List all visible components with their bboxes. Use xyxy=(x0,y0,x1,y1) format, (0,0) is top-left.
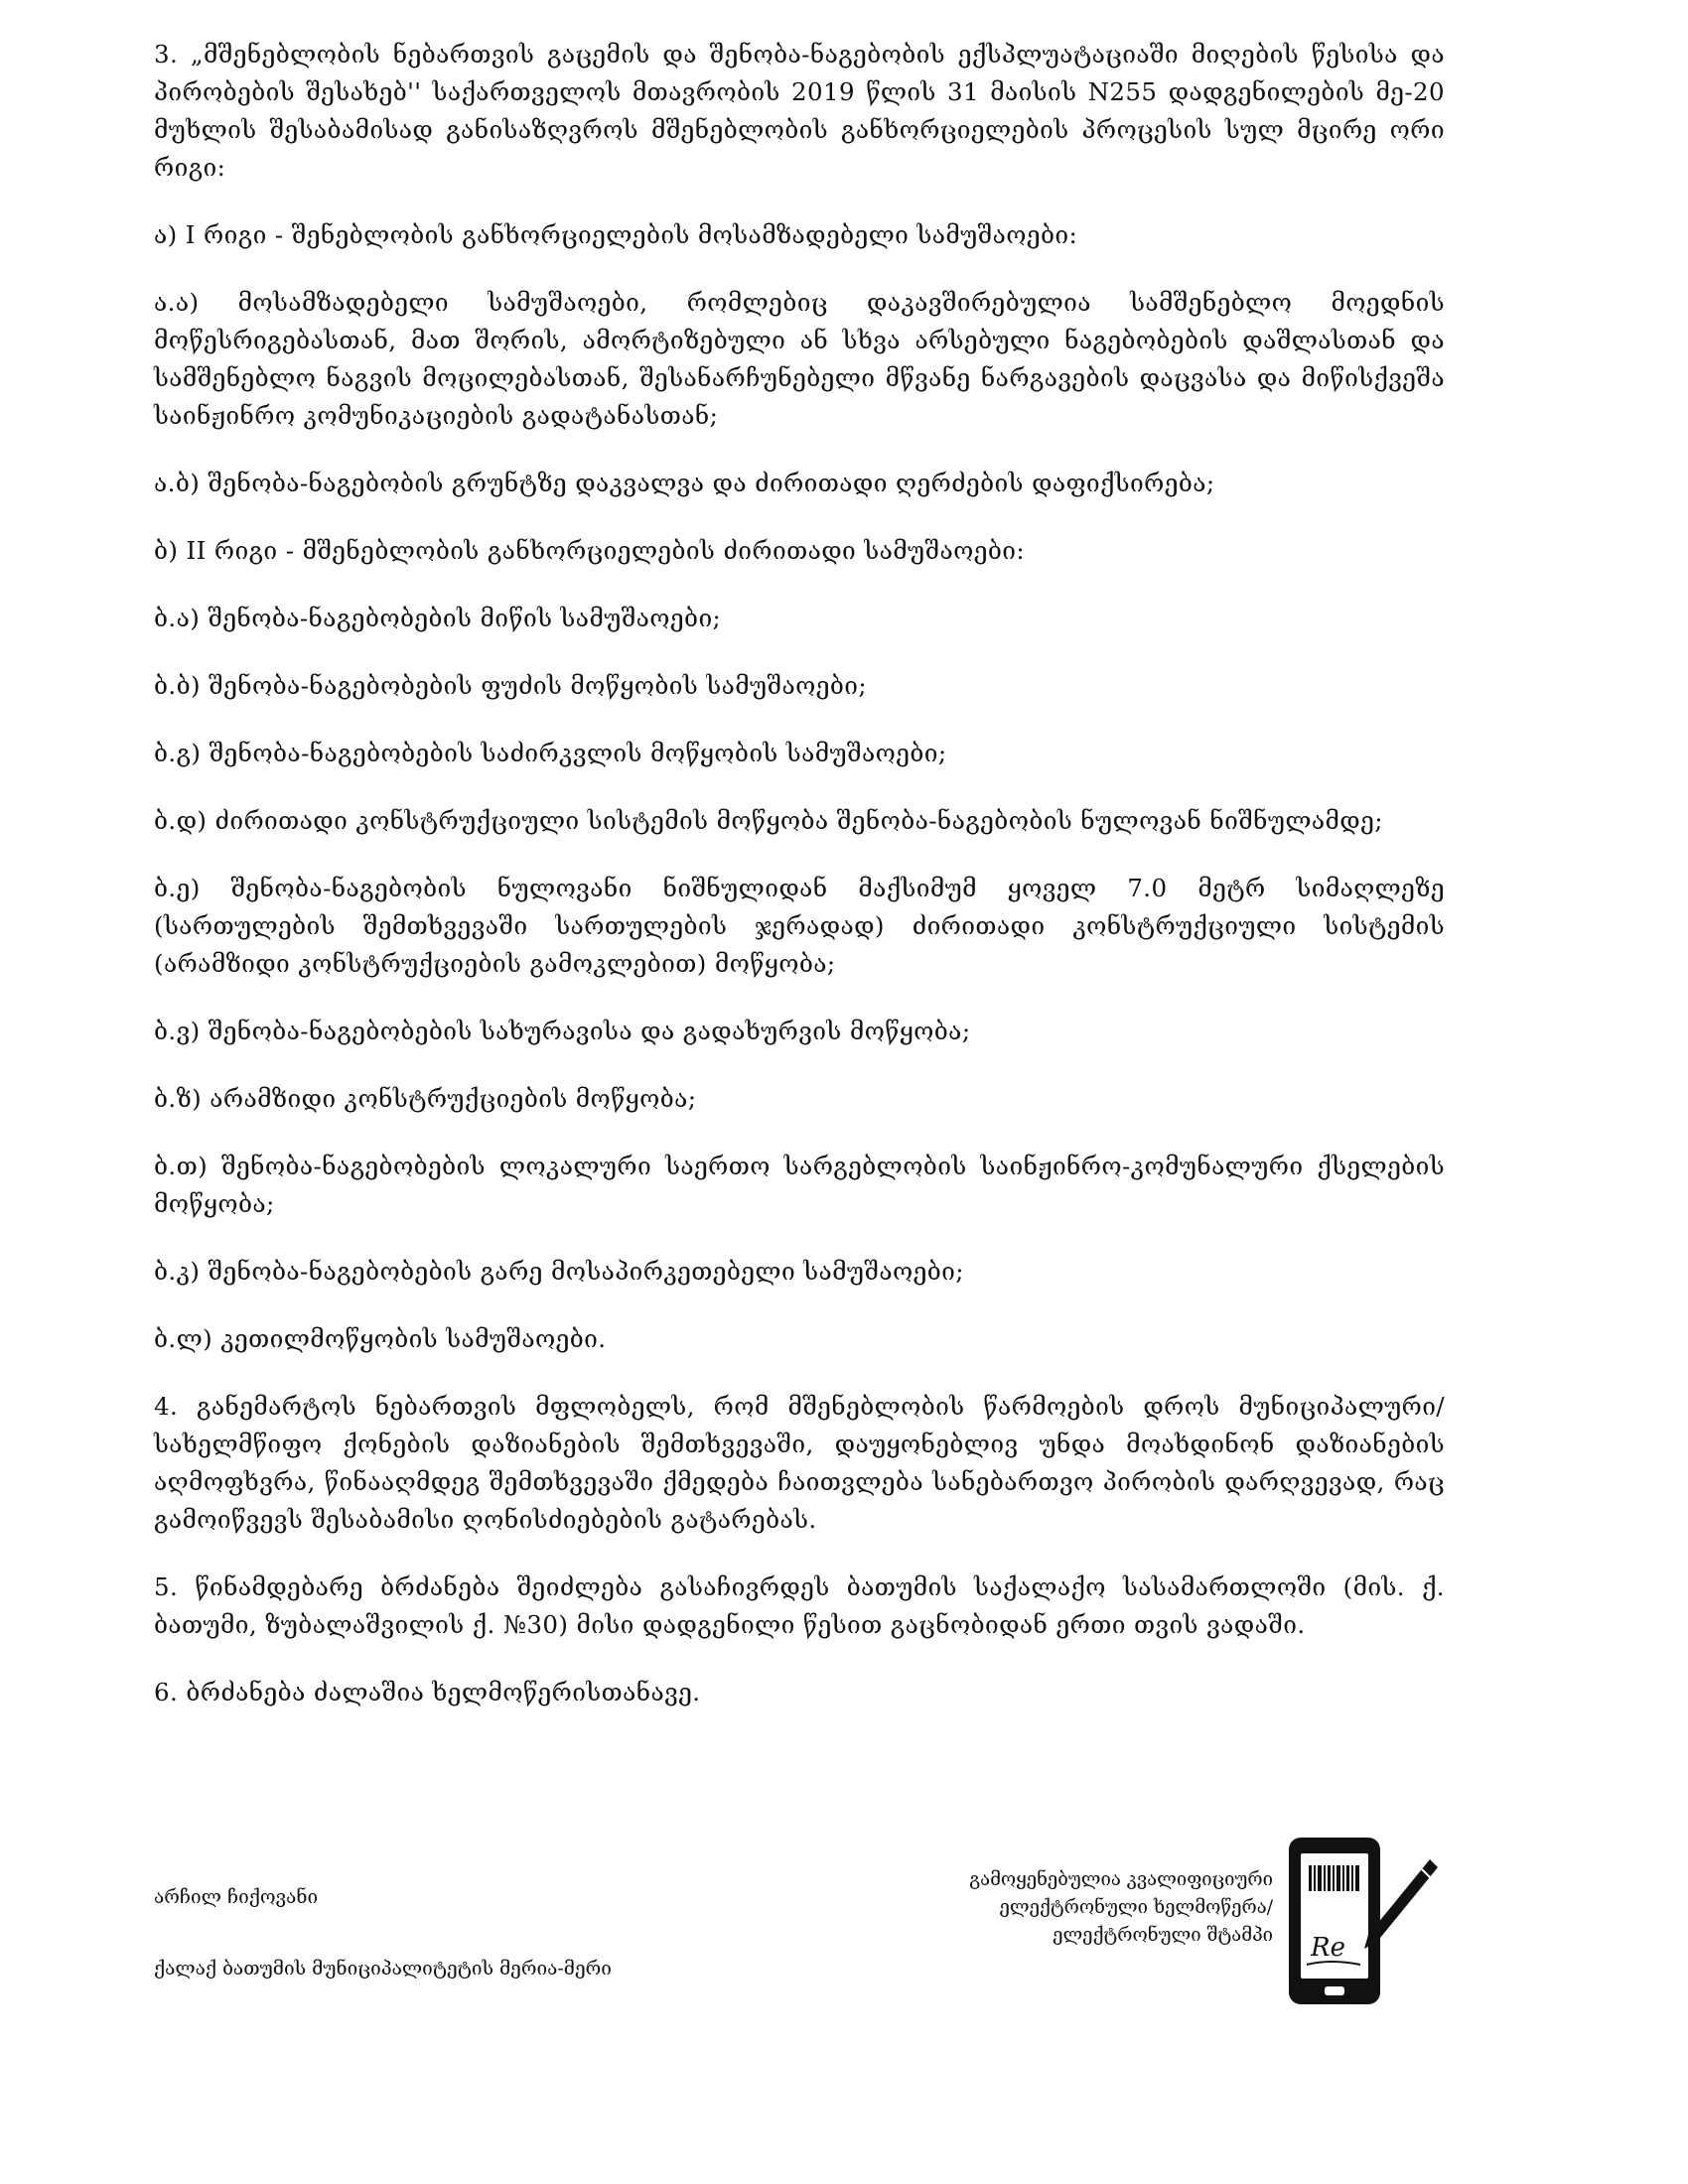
paragraph-4: 4. განემარტოს ნებართვის მფლობელს, რომ მშენებლობის წარმოების დროს მუნიციპალური/სახელმწიფო ქონების დაზიანების შემთხვევაში, დაუყონებლივ უნდა მოახდინონ დაზიანების აღმოფხვრა, წინააღმდეგ შემთხვევაში ქმედება ჩაითვლება სანებართვო პირობის დარღვევად, რაც გამოიწვევს შესაბამისი ღონისძიებების გატარებას. xyxy=(154,1392,1445,1534)
paragraph-b-g: ბ.გ) შენობა-ნაგებობების საძირკვლის მოწყობის სამუშაოები; xyxy=(154,739,947,767)
paragraph-b-b: ბ.ბ) შენობა-ნაგებობების ფუძის მოწყობის სამუშაოები; xyxy=(154,671,868,700)
e-signature-note xyxy=(856,1866,1273,1950)
paragraph-b-k: ბ.კ) შენობა-ნაგებობების გარე მოსაპირკეთებელი სამუშაოები; xyxy=(154,1257,964,1286)
paragraph-b-a: ბ.ა) შენობა-ნაგებობების მიწის სამუშაოები; xyxy=(154,604,722,632)
paragraph-b-e: ბ.ე) შენობა-ნაგებობის ნულოვანი ნიშნულიდან მაქსიმუმ ყოველ 7.0 მეტრ სიმაღლეზე (სართულების შემთხვევაში სართულების ჯერადად) ძირითადი კონსტრუქციული სისტემის (არამზიდი კონსტრუქციების გამოკლებით) მოწყობა; xyxy=(154,874,1445,978)
paragraph-b-v: ბ.ვ) შენობა-ნაგებობების სახურავისა და გადახურვის მოწყობა; xyxy=(154,1017,971,1045)
e-signature-icon-text: Re xyxy=(1311,1933,1345,1963)
paragraph-6: 6. ბრძანება ძალაშია ხელმოწერისთანავე. xyxy=(154,1678,701,1706)
paragraph-3: 3. „მშენებლობის ნებართვის გაცემის და შენობა-ნაგებობის ექსპლუატაციაში მიღების წესისა და პირობების შესახებ'' საქართველოს მთავრობის 2019 წლის 31 მაისის N255 დადგენილების მე-20 მუხლის შესაბამისად განისაზღვროს მშენებლობის განხორციელების პროცესის სულ მცირე ორი რიგი: xyxy=(154,40,1445,182)
paragraph-a-a: ა.ა) მოსამზადებელი სამუშაოები, რომლებიც დაკავშირებულია სამშენებლო მოედნის მოწესრიგებასთან, მათ შორის, ამორტიზებული ან სხვა არსებული ნაგებობების დაშლასთან და სამშენებლო ნაგვის მოცილებასთან, შესანარჩუნებელი მწვანე ნარგავების დაცვასა და მიწისქვეშა საინჟინრო კომუნიკაციების გადატანასთან; xyxy=(154,288,1445,430)
paragraph-a: ა) I რიგი - შენებლობის განხორციელების მოსამზადებელი სამუშაოები: xyxy=(154,220,1078,249)
signer-name: არჩილ ჩიქოვანი xyxy=(154,1886,319,1908)
document-body xyxy=(154,36,1445,1741)
e-signature-line-2: ელექტრონული ხელმოწერა/ xyxy=(999,1897,1273,1918)
e-signature-line-3: ელექტრონული შტამპი xyxy=(1053,1925,1273,1946)
e-signature-line-1: გამოყენებულია კვალიფიციური xyxy=(969,1869,1273,1890)
e-signature-phone-icon xyxy=(1281,1832,1440,2010)
signer-title: ქალაქ ბათუმის მუნიციპალიტეტის მერია-მერი xyxy=(154,1958,612,1979)
paragraph-b-d: ბ.დ) ძირითადი კონსტრუქციული სისტემის მოწყობა შენობა-ნაგებობის ნულოვან ნიშნულამდე; xyxy=(154,806,1383,835)
paragraph-b: ბ) II რიგი - მშენებლობის განხორციელების ძირითადი სამუშაოები: xyxy=(154,536,1026,565)
paragraph-b-z: ბ.ზ) არამზიდი კონსტრუქციების მოწყობა; xyxy=(154,1084,697,1113)
paragraph-5: 5. წინამდებარე ბრძანება შეიძლება გასაჩივრდეს ბათუმის საქალაქო სასამართლოში (მის. ქ. ბათუმი, ზუბალაშვილის ქ. №30) მისი დადგენილი წესით გაცნობიდან ერთი თვის ვადაში. xyxy=(154,1572,1445,1639)
paragraph-b-t: ბ.თ) შენობა-ნაგებობების ლოკალური საერთო სარგებლობის საინჟინრო-კომუნალური ქსელების მოწყობა; xyxy=(154,1152,1445,1218)
paragraph-a-b: ა.ბ) შენობა-ნაგებობის გრუნტზე დაკვალვა და ძირითადი ღერძების დაფიქსირება; xyxy=(154,469,1215,497)
paragraph-b-l: ბ.ლ) კეთილმოწყობის სამუშაოები. xyxy=(154,1324,607,1353)
